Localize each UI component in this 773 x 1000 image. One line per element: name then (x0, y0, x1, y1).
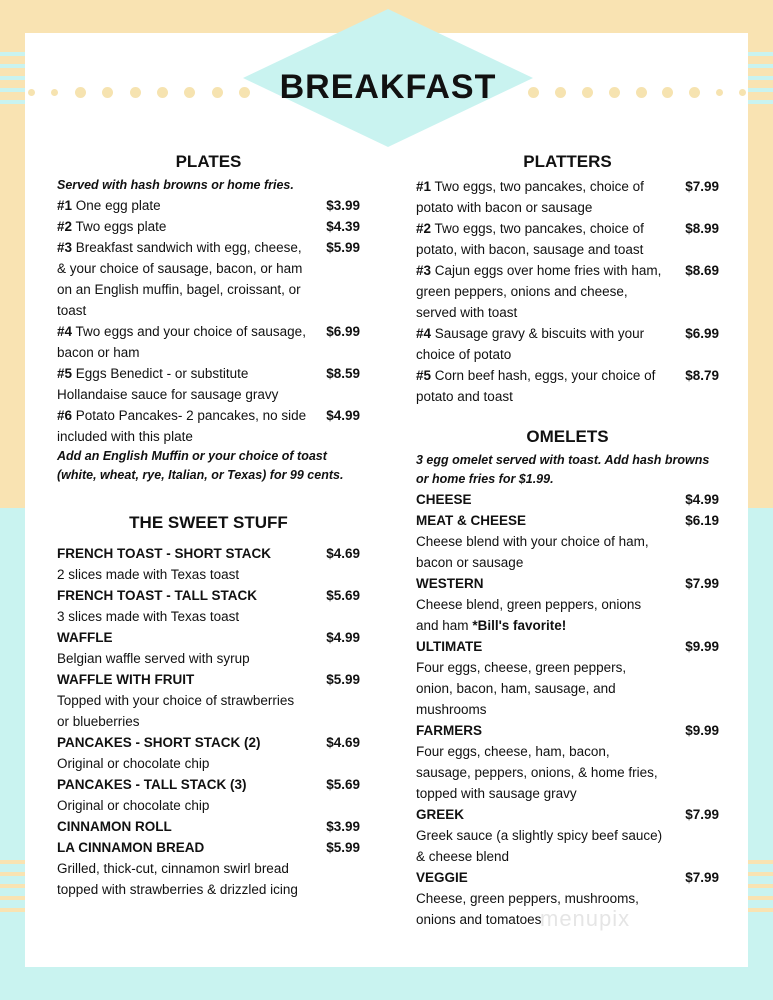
menu-item (57, 363, 360, 405)
plates-note: Served with hash browns or home fries. (57, 178, 294, 192)
menu-item (57, 195, 360, 216)
item-description (416, 531, 666, 573)
plates-list (57, 195, 360, 447)
menu-item (416, 218, 719, 260)
item-number: #4 (416, 326, 432, 341)
menu-item (57, 732, 360, 774)
item-name: CHEESE (416, 492, 472, 507)
item-description (57, 237, 307, 321)
item-header (416, 489, 719, 510)
item-text: Breakfast sandwich with egg, cheese, & your choice of sausage, bacon, or ham on an English muffin, bagel, croissant, or toast (57, 240, 303, 318)
item-desc-text: Grilled, thick-cut, cinnamon swirl bread topped with strawberries & drizzled icing (57, 861, 298, 897)
item-price: $4.69 (326, 546, 360, 561)
item-price: $7.99 (685, 179, 719, 194)
menu-item (57, 237, 360, 321)
item-text: Sausage gravy & biscuits with your choice of potato (416, 326, 645, 362)
item-price: $4.99 (685, 492, 719, 507)
item-name: WAFFLE (57, 630, 113, 645)
menu-item (416, 489, 719, 510)
item-description (416, 825, 666, 867)
item-header (416, 720, 719, 741)
item-price: $5.69 (326, 777, 360, 792)
item-desc-text: Original or chocolate chip (57, 756, 210, 771)
item-text: One egg plate (75, 198, 161, 213)
item-desc-text: Greek sauce (a slightly spicy beef sauce) & cheese blend (416, 828, 663, 864)
item-desc-text: Cheese blend with your choice of ham, bacon or sausage (416, 534, 649, 570)
menu-item (57, 216, 360, 237)
item-extra-note: *Bill's favorite! (472, 618, 567, 633)
item-name: ULTIMATE (416, 639, 483, 654)
menu-item (416, 323, 719, 365)
item-text: Two eggs, two pancakes, choice of potato with bacon or sausage (416, 179, 644, 215)
item-description (57, 321, 307, 363)
item-price: $4.69 (326, 735, 360, 750)
stripes-right-top (747, 52, 773, 112)
item-description (416, 323, 666, 365)
item-name: FRENCH TOAST - TALL STACK (57, 588, 257, 603)
dots-right (528, 86, 746, 98)
plates-footnote: Add an English Muffin or your choice of toast (white, wheat, rye, Italian, or Texas) for 99 cents. (57, 449, 344, 482)
item-price: $5.69 (326, 588, 360, 603)
item-header (416, 867, 719, 888)
item-header (416, 573, 719, 594)
item-header (57, 837, 360, 858)
menu-item (416, 176, 719, 218)
menu-item (416, 510, 719, 573)
item-number: #6 (57, 408, 73, 423)
menu-item (57, 837, 360, 900)
item-number: #5 (57, 366, 73, 381)
item-desc-text: Cheese blend, green peppers, onions and ham (416, 597, 642, 633)
item-text: Eggs Benedict - or substitute Hollandaise sauce for sausage gravy (57, 366, 279, 402)
item-header (57, 585, 360, 606)
item-description (57, 363, 307, 405)
item-price: $7.99 (685, 807, 719, 822)
item-description (57, 606, 307, 627)
item-header (57, 543, 360, 564)
item-desc-text: Four eggs, cheese, ham, bacon, sausage, peppers, onions, & home fries, topped with sausage gravy (416, 744, 658, 801)
menu-item (416, 636, 719, 720)
item-price: $3.99 (326, 198, 360, 213)
watermark: menupix (540, 906, 631, 931)
item-description (416, 365, 666, 407)
item-description (57, 216, 307, 237)
item-text: Two eggs and your choice of sausage, bacon or ham (57, 324, 306, 360)
item-description (57, 858, 307, 900)
item-description (57, 648, 307, 669)
menu-item (416, 573, 719, 636)
item-price: $6.19 (685, 513, 719, 528)
item-name: GREEK (416, 807, 465, 822)
item-name: FRENCH TOAST - SHORT STACK (57, 546, 271, 561)
item-desc-text: Belgian waffle served with syrup (57, 651, 250, 666)
item-number: #4 (57, 324, 73, 339)
item-description (416, 594, 666, 636)
item-desc-text: Four eggs, cheese, green peppers, onion, bacon, ham, sausage, and mushrooms (416, 660, 627, 717)
page-title: BREAKFAST (279, 68, 497, 106)
item-desc-text: Cheese, green peppers, mushrooms, onions and tomatoes (416, 891, 639, 927)
menu-item (57, 543, 360, 585)
menu-item (57, 405, 360, 447)
item-name: PANCAKES - SHORT STACK (2) (57, 735, 261, 750)
menu-item (57, 816, 360, 837)
item-text: Two eggs, two pancakes, choice of potato, with bacon, sausage and toast (416, 221, 644, 257)
item-number: #3 (57, 240, 73, 255)
item-price: $8.59 (326, 366, 360, 381)
item-header (57, 627, 360, 648)
menu-item (416, 260, 719, 323)
item-description (416, 260, 666, 323)
sweet-list (57, 543, 360, 900)
item-text: Two eggs plate (75, 219, 167, 234)
menu-item (57, 669, 360, 732)
stripes-right-bottom (747, 860, 773, 920)
item-number: #2 (416, 221, 432, 236)
item-price: $6.99 (685, 326, 719, 341)
item-price: $6.99 (326, 324, 360, 339)
item-description (416, 741, 666, 804)
menu-item (57, 321, 360, 363)
menu-item (416, 804, 719, 867)
item-number: #1 (416, 179, 432, 194)
item-text: Cajun eggs over home fries with ham, green peppers, onions and cheese, served with toast (416, 263, 662, 320)
item-desc-text: Topped with your choice of strawberries or blueberries (57, 693, 295, 729)
item-description (416, 218, 666, 260)
item-desc-text: Original or chocolate chip (57, 798, 210, 813)
item-header (416, 636, 719, 657)
item-description (57, 690, 307, 732)
item-header (57, 774, 360, 795)
item-desc-text: 2 slices made with Texas toast (57, 567, 240, 582)
item-text: Corn beef hash, eggs, your choice of potato and toast (416, 368, 656, 404)
item-price: $3.99 (326, 819, 360, 834)
sweet-heading: THE SWEET STUFF (129, 513, 288, 532)
menu-item (57, 585, 360, 627)
item-text: Potato Pancakes- 2 pancakes, no side included with this plate (57, 408, 307, 444)
item-name: PANCAKES - TALL STACK (3) (57, 777, 247, 792)
item-header (57, 732, 360, 753)
item-header (416, 510, 719, 531)
item-number: #3 (416, 263, 432, 278)
omelets-heading: OMELETS (526, 427, 609, 446)
platters-heading: PLATTERS (523, 152, 612, 171)
item-description (57, 405, 307, 447)
omelets-list (416, 489, 719, 930)
item-name: WAFFLE WITH FRUIT (57, 672, 195, 687)
item-number: #1 (57, 198, 73, 213)
item-price: $9.99 (685, 639, 719, 654)
dots-left (28, 86, 250, 98)
item-header (57, 816, 360, 837)
item-name: VEGGIE (416, 870, 468, 885)
item-name: LA CINNAMON BREAD (57, 840, 205, 855)
item-number: #5 (416, 368, 432, 383)
item-price: $5.99 (326, 840, 360, 855)
omelets-note: 3 egg omelet served with toast. Add hash browns or home fries for $1.99. (416, 453, 710, 486)
left-column (57, 150, 360, 900)
item-price: $9.99 (685, 723, 719, 738)
menu-item (416, 365, 719, 407)
menu-item (57, 774, 360, 816)
stripes-left-bottom (0, 860, 26, 920)
menu-item (57, 627, 360, 669)
item-price: $4.99 (326, 408, 360, 423)
stripes-left-top (0, 52, 26, 112)
item-price: $4.99 (326, 630, 360, 645)
item-price: $4.39 (326, 219, 360, 234)
item-name: WESTERN (416, 576, 484, 591)
right-column (416, 150, 719, 930)
item-price: $7.99 (685, 576, 719, 591)
item-description (57, 795, 307, 816)
item-name: FARMERS (416, 723, 483, 738)
item-header (416, 804, 719, 825)
item-desc-text: 3 slices made with Texas toast (57, 609, 240, 624)
item-price: $5.99 (326, 240, 360, 255)
item-price: $8.69 (685, 263, 719, 278)
item-number: #2 (57, 219, 73, 234)
item-price: $8.79 (685, 368, 719, 383)
item-description (57, 564, 307, 585)
item-description (57, 195, 307, 216)
item-description (57, 753, 307, 774)
item-name: MEAT & CHEESE (416, 513, 527, 528)
platters-list (416, 176, 719, 407)
item-price: $7.99 (685, 870, 719, 885)
menu-item (416, 720, 719, 804)
plates-heading: PLATES (175, 152, 242, 171)
item-header (57, 669, 360, 690)
item-price: $5.99 (326, 672, 360, 687)
item-description (416, 176, 666, 218)
item-description (416, 657, 666, 720)
item-name: CINNAMON ROLL (57, 819, 172, 834)
item-price: $8.99 (685, 221, 719, 236)
